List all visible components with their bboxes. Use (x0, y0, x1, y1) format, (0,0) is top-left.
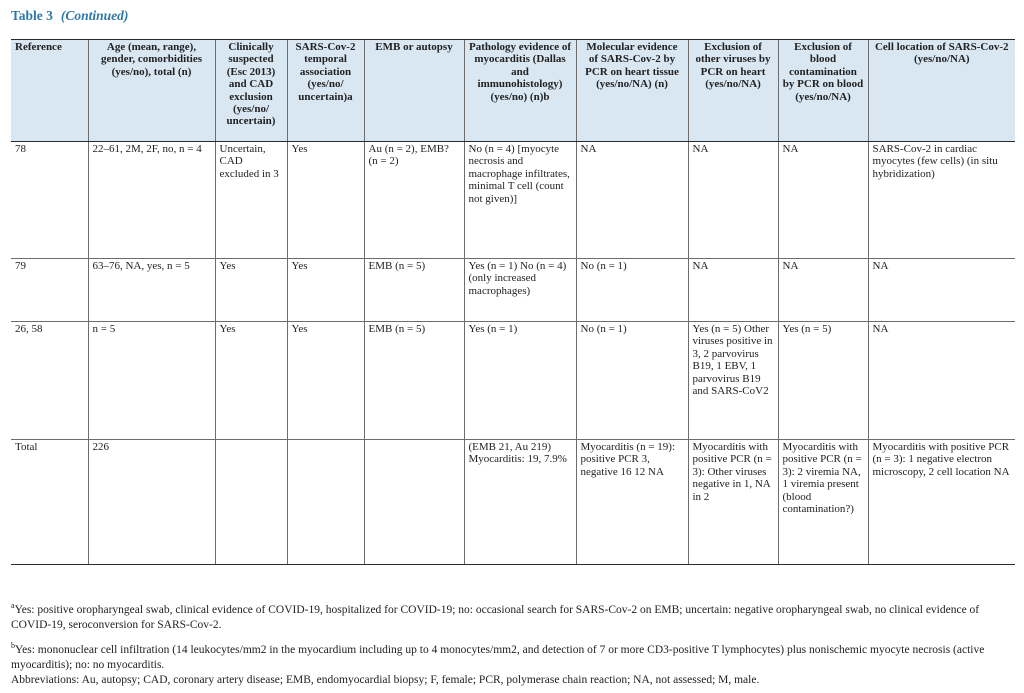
cell: EMB (n = 5) (364, 322, 464, 440)
cell: NA (688, 142, 778, 259)
cell: NA (778, 259, 868, 322)
footnote-a (11, 598, 1015, 634)
cell: Yes (287, 142, 364, 259)
cell: Myocarditis (n = 19): positive PCR 3, negative 16 12 NA (576, 440, 688, 565)
header-reference: Reference (11, 40, 88, 142)
header-pathology: Pathology evidence of myocarditis (Dallas and immunohistology) (yes/no) (n)b (464, 40, 576, 142)
cell (215, 440, 287, 565)
header-blood-contamination: Exclusion of blood contamination by PCR on blood (yes/no/NA) (778, 40, 868, 142)
cell: 63–76, NA, yes, n = 5 (88, 259, 215, 322)
cell: Myocarditis with positive PCR (n = 3): Other viruses negative in 1, NA in 2 (688, 440, 778, 565)
header-other-viruses: Exclusion of other viruses by PCR on heart (yes/no/NA) (688, 40, 778, 142)
header-emb-autopsy: EMB or autopsy (364, 40, 464, 142)
header-clinically-suspected: Clinically suspected (Esc 2013) and CAD exclusion (yes/no/ uncertain) (215, 40, 287, 142)
cell: Uncertain, CAD excluded in 3 (215, 142, 287, 259)
cell: Yes (287, 322, 364, 440)
cell: 22–61, 2M, 2F, no, n = 4 (88, 142, 215, 259)
table-row (11, 142, 1015, 259)
footnote-b (11, 638, 1015, 674)
cell: Yes (n = 1) (464, 322, 576, 440)
footnote-a-marker: a (11, 601, 15, 610)
table-footnotes (11, 598, 1015, 689)
footnote-a-text: Yes: positive oropharyngeal swab, clinical evidence of COVID-19, hospitalized for COVID-19; no: occasional search for SARS-Cov-2 on EMB; uncertain: negative oropharyngeal swab, no clinical evidence of COVID-19, seroconversion for SARS-Cov-2. (11, 603, 980, 632)
cell: Yes (n = 1) No (n = 4) (only increased macrophages) (464, 259, 576, 322)
cell (287, 440, 364, 565)
continued-label: (Continued) (60, 8, 129, 23)
table-row (11, 440, 1015, 565)
cell: NA (868, 259, 1015, 322)
data-table (11, 39, 1015, 565)
cell: EMB (n = 5) (364, 259, 464, 322)
cell: Au (n = 2), EMB? (n = 2) (364, 142, 464, 259)
cell: NA (576, 142, 688, 259)
cell (364, 440, 464, 565)
cell: Myocarditis with positive PCR (n = 3): 1 negative electron microscopy, 2 cell location NA (868, 440, 1015, 565)
cell: No (n = 4) [myocyte necrosis and macrophage infiltrates, minimal T cell (count not given)] (464, 142, 576, 259)
abbreviations-note: Abbreviations: Au, autopsy; CAD, coronary artery disease; EMB, endomyocardial biopsy; F, female; PCR, polymerase chain reaction; NA, not assessed; M, male. (11, 674, 760, 687)
header-temporal-association: SARS-Cov-2 temporal association (yes/no/ uncertain)a (287, 40, 364, 142)
table-label: Table 3 (11, 8, 53, 23)
cell: NA (688, 259, 778, 322)
cell: No (n = 1) (576, 322, 688, 440)
footnote-b-marker: b (11, 640, 15, 650)
table-row (11, 322, 1015, 440)
cell: Yes (215, 322, 287, 440)
cell: NA (778, 142, 868, 259)
cell: Yes (215, 259, 287, 322)
table-caption (11, 8, 128, 24)
cell: Yes (n = 5) (778, 322, 868, 440)
cell: Total (11, 440, 88, 565)
cell: 79 (11, 259, 88, 322)
header-row (11, 40, 1015, 142)
header-cell-location: Cell location of SARS-Cov-2 (yes/no/NA) (868, 40, 1015, 142)
cell: SARS-Cov-2 in cardiac myocytes (few cells) (in situ hybridization) (868, 142, 1015, 259)
cell: Yes (287, 259, 364, 322)
header-age: Age (mean, range), gender, comorbidities (yes/no), total (n) (88, 40, 215, 142)
cell: 78 (11, 142, 88, 259)
cell: Yes (n = 5) Other viruses positive in 3, 2 parvovirus B19, 1 EBV, 1 parvovirus B19 and SARS-CoV2 (688, 322, 778, 440)
table-row (11, 259, 1015, 322)
cell: NA (868, 322, 1015, 440)
footnote-b-text: Yes: mononuclear cell infiltration (14 leukocytes/mm2 in the myocardium including up to 4 monocytes/mm2, and detection of 7 or more CD3-positive T lymphocytes) plus nonischemic myocyte necrosis (active myocarditis); no: no myocarditis. (11, 643, 985, 671)
cell: Myocarditis with positive PCR (n = 3): 2 viremia NA, 1 viremia present (blood contamination?) (778, 440, 868, 565)
cell: 226 (88, 440, 215, 565)
header-molecular: Molecular evidence of SARS-Cov-2 by PCR on heart tissue (yes/no/NA) (n) (576, 40, 688, 142)
cell: 26, 58 (11, 322, 88, 440)
cell: n = 5 (88, 322, 215, 440)
cell: No (n = 1) (576, 259, 688, 322)
cell: (EMB 21, Au 219) Myocarditis: 19, 7.9% (464, 440, 576, 565)
